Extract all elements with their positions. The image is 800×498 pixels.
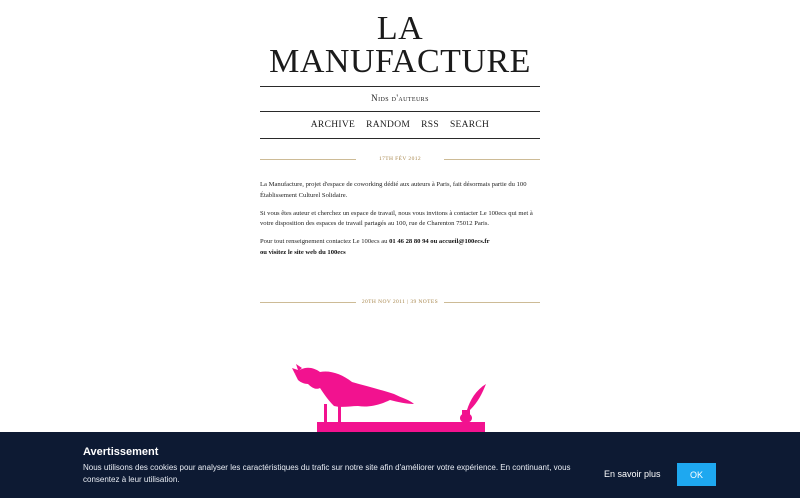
main-nav [260, 120, 540, 130]
divider [260, 86, 540, 87]
divider [260, 138, 540, 139]
post-paragraph: Si vous êtes auteur et cherchez un espace de travail, nous vous invitons à contacter Le 100ecs qui met à votre disposition des espaces de travail partagés au 100, rue de Charenton 75012 Paris. [260, 209, 533, 227]
site-title-line-2[interactable]: MANUFACTURE [269, 43, 531, 80]
post-body [260, 180, 545, 266]
learn-more-link[interactable]: En savoir plus [604, 469, 661, 479]
site-tagline: Nids d'auteurs [371, 93, 429, 103]
nav-search[interactable]: SEARCH [449, 120, 490, 130]
contact-intro: Pour tout renseignement contactez Le 100ecs au [260, 238, 390, 245]
post-date-line [260, 154, 540, 164]
or-word: ou [428, 238, 439, 245]
cookie-title: Avertissement [83, 446, 159, 458]
post-date[interactable]: 17TH FÉV 2012 [378, 156, 422, 162]
post-meta[interactable]: 20TH NOV 2011 | 39 NOTES [361, 299, 439, 305]
nav-archive[interactable]: ARCHIVE [310, 120, 356, 130]
cookie-banner [0, 432, 800, 498]
email-link[interactable]: accueil@100ecs.fr [438, 238, 490, 245]
nav-random[interactable]: RANDOM [366, 120, 411, 130]
ok-button[interactable]: OK [677, 463, 716, 486]
website-link[interactable]: ou visitez le site web du 100ecs [260, 248, 346, 256]
site-title-line-1[interactable]: LA [376, 10, 424, 47]
bird-writing-illustration [290, 360, 500, 440]
post-meta-line [260, 297, 540, 307]
cookie-text: Nous utilisons des cookies pour analyser les caractéristiques du trafic sur notre site afin d'améliorer votre expérience. En continuant, vous consentez à leur utilisation. [83, 463, 571, 484]
nav-rss[interactable]: RSS [421, 120, 439, 130]
divider [260, 111, 540, 112]
site-title[interactable] [200, 12, 600, 78]
post-paragraph: La Manufacture, projet d'espace de coworking dédié aux auteurs à Paris, fait désormais partie du 100 Établissement Culturel Solidaire. [260, 181, 527, 199]
phone-number: 01 46 28 80 94 [389, 238, 429, 245]
post-paragraph [260, 237, 545, 258]
